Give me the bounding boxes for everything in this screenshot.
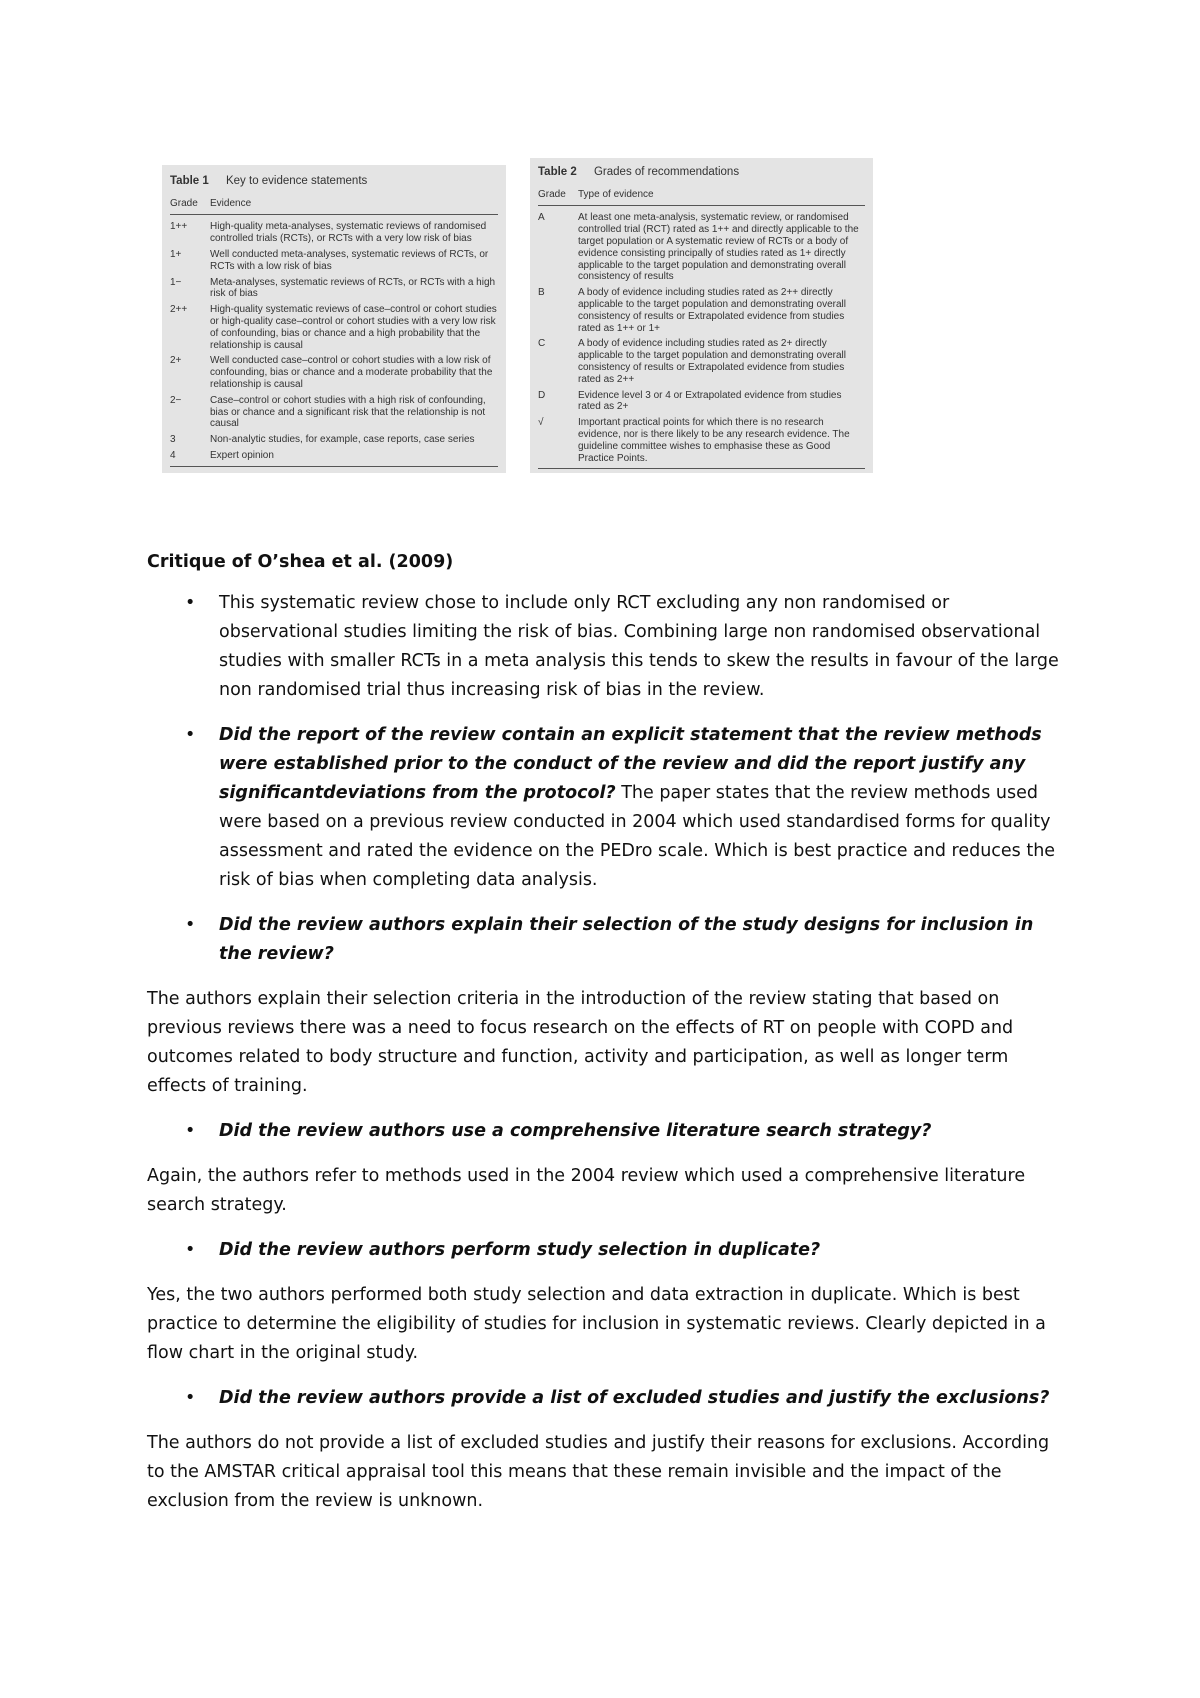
grade-cell: 4: [170, 449, 176, 461]
bullet-item: [147, 911, 1067, 969]
grade-cell: 2++: [170, 304, 188, 316]
paragraph: The authors explain their selection criteria in the introduction of the review stating that based on previous reviews there was a need to focus research on the effects of RT on people with COPD and outcomes related to body structure and function, activity and participation, as well as longer term effects of training.: [147, 989, 1014, 1096]
grade-cell: D: [538, 389, 546, 401]
bullet-question: Did the review authors use a comprehensive literature search strategy?: [219, 1121, 932, 1141]
bullet-question: Did the review authors explain their selection of the study designs for inclusion in the review?: [219, 915, 1034, 964]
grade-cell: √: [538, 417, 544, 429]
evidence-cell: A body of evidence including studies rated as 2+ directly applicable to the target population and demonstrating overall consistency of results or Extrapolated evidence from studies rated as 2++: [578, 338, 846, 385]
table-row: [538, 417, 865, 464]
bullet-icon: •: [185, 1388, 196, 1408]
grade-cell: 1−: [170, 276, 182, 288]
bullet-text: This systematic review chose to include only RCT excluding any non randomised or observational studies limiting the risk of bias. Combining large non randomised observational studies with smaller RCTs in a meta analysis this tends to skew the results in favour of the large non randomised trial thus increasing risk of bias in the review.: [219, 593, 1059, 700]
bullet-item: [147, 1236, 1067, 1265]
bullet-icon: •: [185, 725, 196, 745]
paragraph: Again, the authors refer to methods used in the 2004 review which used a comprehensive literature search strategy.: [147, 1166, 1026, 1215]
table-row: [538, 390, 865, 414]
table-2-caption: [538, 166, 865, 180]
bullet-icon: •: [185, 1240, 196, 1260]
grade-cell: A: [538, 212, 545, 224]
bullet-item: [147, 1117, 1067, 1146]
paragraph: The authors do not provide a list of excluded studies and justify their reasons for exclusions. According to the AMSTAR critical appraisal tool this means that these remain invisible and the impact of the exclusion from the review is unknown.: [147, 1433, 1050, 1511]
table-1-caption: [170, 175, 498, 189]
table-row: [170, 277, 498, 301]
table-row: [170, 304, 498, 351]
grade-cell: 3: [170, 434, 176, 446]
evidence-cell: At least one meta-analysis, systematic review, or randomised controlled trial (RCT) rated as 1++ and directly applicable to the target population or A systematic review of RCTs or a body of evidence consisting principally of studies rated as 1+ directly applicable to the target population and demonstrating overall consistency of results: [578, 212, 859, 283]
paragraph: Yes, the two authors performed both study selection and data extraction in duplicate. Which is best practice to determine the eligibility of studies for inclusion in systematic reviews. Clearly depicted in a flow chart in the original study.: [147, 1285, 1046, 1363]
table-1-title: Key to evidence statements: [225, 175, 368, 187]
grade-cell: 1++: [170, 221, 188, 233]
bullet-question: Did the review authors perform study selection in duplicate?: [219, 1240, 821, 1260]
table-2-bottom-rule: [538, 468, 865, 469]
evidence-cell: Case–control or cohort studies with a high risk of confounding, bias or chance and a significant risk that the relationship is not causal: [210, 394, 486, 430]
table-2-image: [530, 158, 873, 473]
table-1-header-evidence: Evidence: [210, 197, 252, 209]
table-row: [170, 221, 498, 245]
table-1-bottom-rule: [170, 466, 498, 467]
evidence-cell: Meta-analyses, systematic reviews of RCTs, or RCTs with a high risk of bias: [210, 276, 496, 300]
table-row: [170, 434, 498, 446]
bullet-question: Did the report of the review contain an explicit statement that the review methods were established prior to the conduct of the review and did the report justify any significantdeviations from the protocol?: [219, 725, 1042, 803]
table-1-header-grade: Grade: [170, 197, 198, 209]
table-2-header-evidence: Type of evidence: [578, 188, 654, 200]
evidence-cell: Well conducted meta-analyses, systematic reviews of RCTs, or RCTs with a low risk of bias: [210, 248, 489, 272]
table-1-header: [170, 198, 498, 216]
evidence-cell: Important practical points for which there is no research evidence, nor is there likely to be any research evidence. The guideline committee wishes to emphasise these as Good Practice Points.: [578, 417, 850, 464]
table-row: [170, 249, 498, 273]
evidence-cell: Well conducted case–control or cohort studies with a low risk of confounding, bias or chance and a moderate probability that the relationship is causal: [210, 355, 493, 390]
table-2-label: Table 2: [538, 166, 577, 178]
grade-cell: 1+: [170, 248, 182, 260]
section-heading: Critique of O’shea et al. (2009): [147, 552, 454, 572]
table-row: [170, 355, 498, 390]
grade-cell: 2−: [170, 394, 182, 406]
table-row: [170, 395, 498, 430]
grade-cell: 2+: [170, 355, 182, 367]
bullet-question: Did the review authors provide a list of excluded studies and justify the exclusions?: [219, 1388, 1050, 1408]
table-row: [538, 212, 865, 283]
evidence-cell: Non-analytic studies, for example, case reports, case series: [210, 434, 475, 446]
bullet-text: The paper states that the review methods used were based on a previous review conducted in 2004 which used standardised forms for quality assessment and rated the evidence on the PEDro scale. Which is best practice and reduces the risk of bias when completing data analysis.: [219, 783, 1056, 890]
grade-cell: B: [538, 287, 545, 299]
evidence-cell: High-quality meta-analyses, systematic reviews of randomised controlled trials (RCTs), or RCTs with a very low risk of bias: [210, 221, 487, 245]
evidence-cell: Expert opinion: [210, 449, 274, 461]
table-1-label: Table 1: [170, 175, 209, 187]
table-row: [538, 338, 865, 385]
bullet-icon: •: [185, 1121, 196, 1141]
table-1-image: [162, 165, 506, 473]
bullet-item: [147, 721, 1067, 895]
table-2-header: [538, 189, 865, 207]
grade-cell: C: [538, 338, 546, 350]
bullet-icon: •: [185, 915, 196, 935]
evidence-cell: Evidence level 3 or 4 or Extrapolated evidence from studies rated as 2+: [578, 389, 842, 413]
evidence-cell: High-quality systematic reviews of case–control or cohort studies or high-quality case–control or cohort studies with a very low risk of confounding, bias or chance and a high probability that the relationship is causal: [210, 304, 497, 351]
document-body: [147, 548, 1067, 1532]
evidence-cell: A body of evidence including studies rated as 2++ directly applicable to the target population and demonstrating overall consistency of results or Extrapolated evidence from studies rated as 1++ or 1+: [578, 287, 846, 334]
bullet-icon: •: [185, 593, 196, 613]
bullet-item: [147, 1384, 1067, 1413]
bullet-item: [147, 589, 1067, 705]
table-2-title: Grades of recommendations: [593, 166, 740, 178]
table-row: [170, 450, 498, 462]
table-row: [538, 287, 865, 334]
table-2-header-grade: Grade: [538, 188, 566, 200]
